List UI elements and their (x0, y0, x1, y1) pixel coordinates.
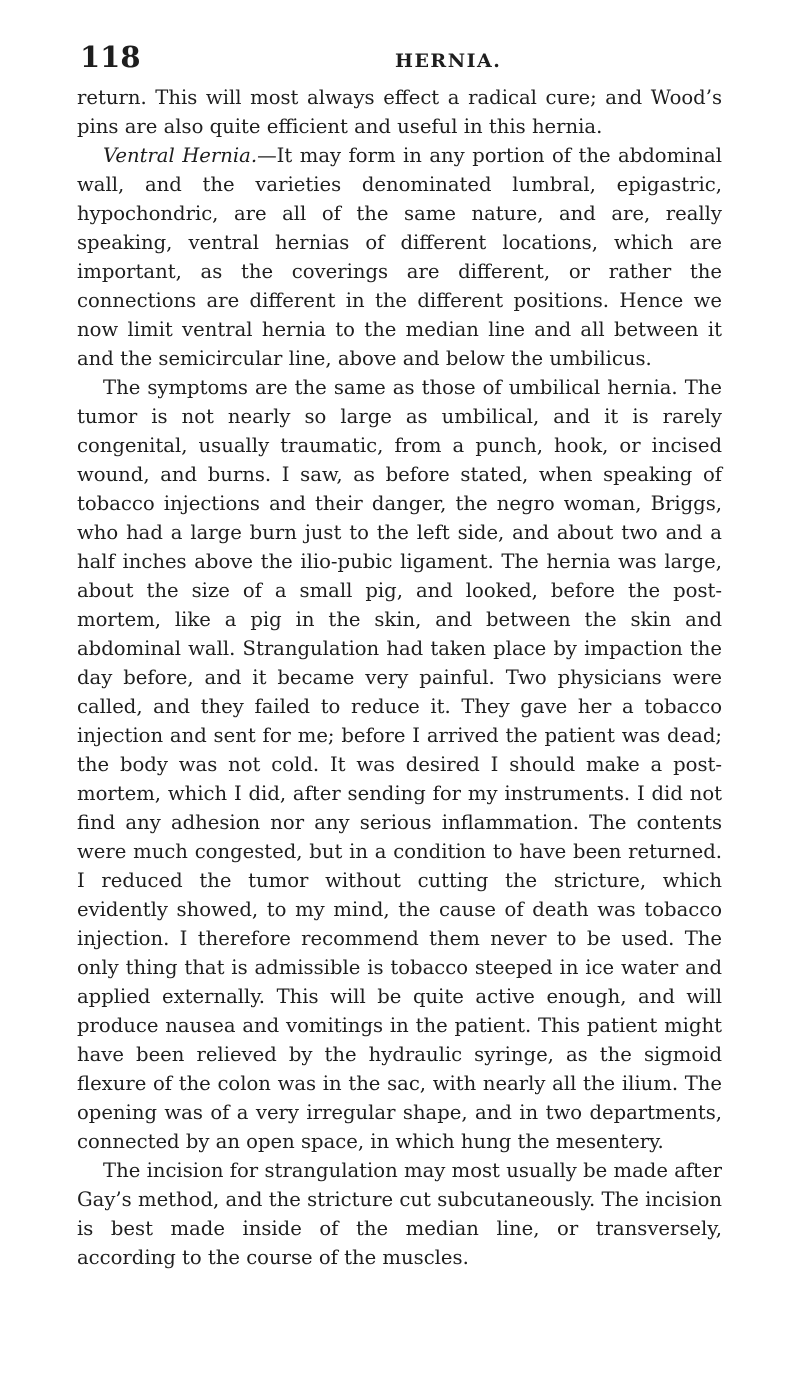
paragraph-1: return. This will most always effect a radical cure; and Wood’s pins are also quite efficient and useful in this hernia. (77, 86, 722, 138)
paragraph-2 (77, 141, 722, 373)
page-number: 118 (80, 40, 141, 74)
paragraph-4: The incision for strangulation may most usually be made after Gay’s method, and the stricture cut subcutaneously. The incision is best made inside of the median line, or transversely, according to the course of the muscles. (77, 1159, 722, 1269)
section-heading-ventral-hernia: Ventral Hernia. (103, 144, 258, 167)
body-text (77, 83, 722, 1272)
paragraph-3: The symptoms are the same as those of umbilical hernia. The tumor is not nearly so large as umbilical, and it is rarely congenital, usually traumatic, from a punch, hook, or incised wound, and burns. I saw, as before stated, when speaking of tobacco injections and their danger, the negro woman, Briggs, who had a large burn just to the left side, and about two and a half inches above the ilio-pubic ligament. The hernia was large, about the size of a small pig, and looked, before the post-mortem, like a pig in the skin, and between the skin and abdominal wall. Strangulation had taken place by impaction the day before, and it became very painful. Two physicians were called, and they failed to reduce it. They gave her a tobacco injection and sent for me; before I arrived the patient was dead; the body was not cold. It was desired I should make a post-mortem, which I did, after sending for my instruments. I did not find any adhesion nor any serious inflammation. The contents were much congested, but in a condition to have been returned. I reduced the tumor without cutting the stricture, which evidently showed, to my mind, the cause of death was tobacco injection. I therefore recommend them never to be used. The only thing that is admissible is tobacco steeped in ice water and applied externally. This will be quite active enough, and will produce nausea and vomitings in the patient. This patient might have been relieved by the hydraulic syringe, as the sigmoid flexure of the colon was in the sac, with nearly all the ilium. The opening was of a very irregular shape, and in two departments, connected by an open space, in which hung the mesentery. (77, 376, 722, 1153)
running-head: HERNIA. (395, 50, 502, 72)
page-header (80, 40, 720, 80)
paragraph-2-text: —It may form in any portion of the abdominal wall, and the varieties denominated lumbral, epigastric, hypochondric, are all of the same nature, and are, really speaking, ventral hernias of different locations, which are important, as the coverings are different, or rather the connections are different in the different positions. Hence we now limit ventral hernia to the median line and all between it and the semicircular line, above and below the umbilicus. (77, 144, 722, 370)
